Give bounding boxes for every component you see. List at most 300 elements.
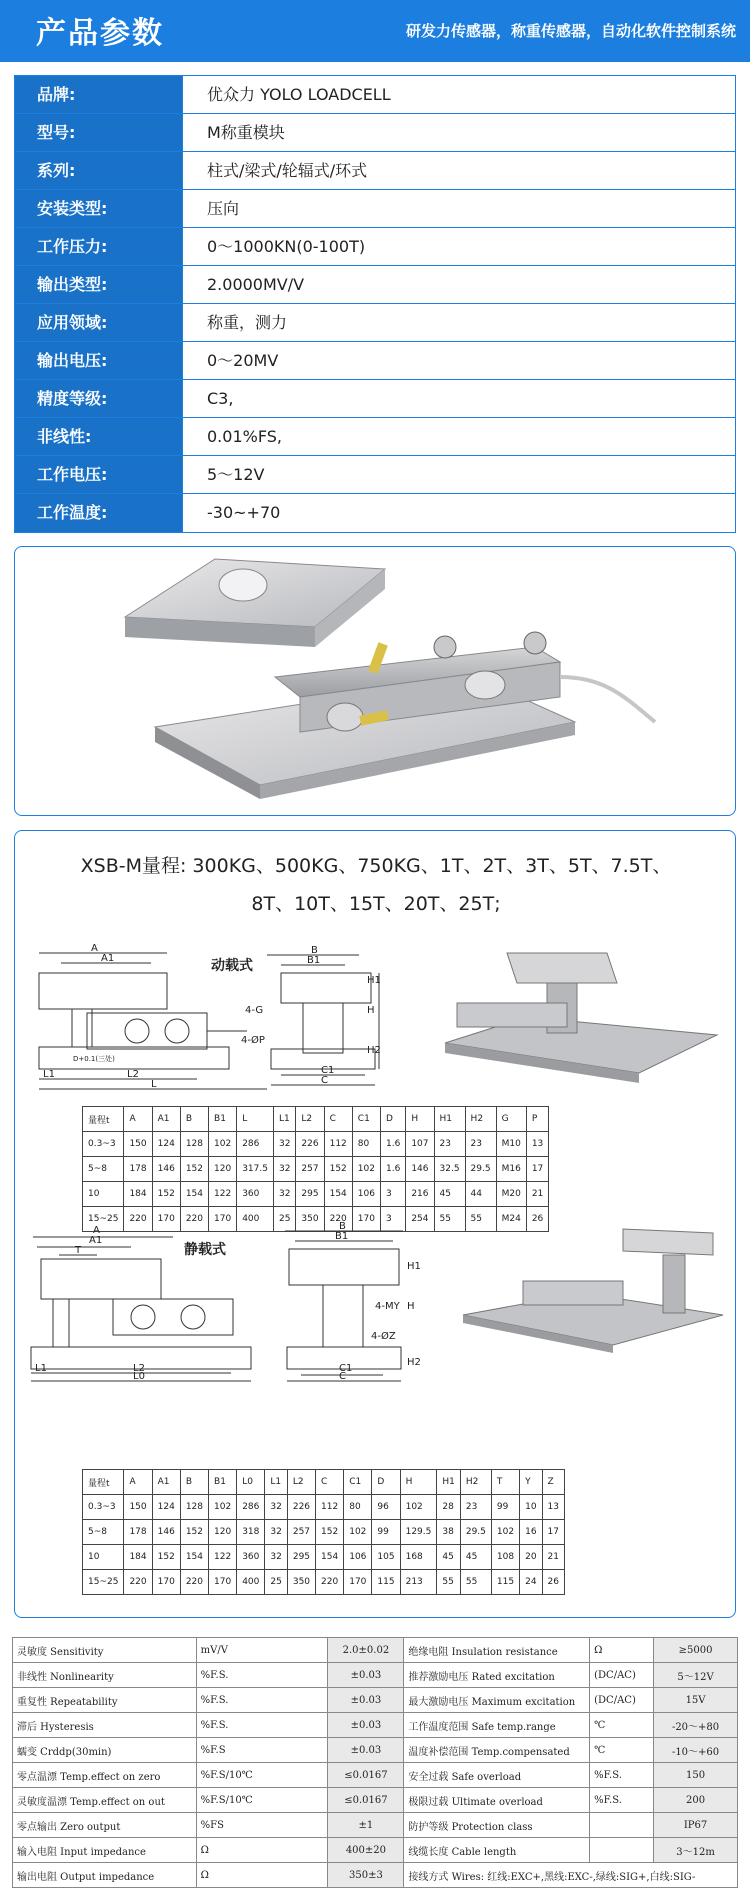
dim-cell: 170 [209, 1570, 237, 1595]
perf-value: 200 [654, 1788, 738, 1813]
dim-cell: B [180, 1470, 208, 1495]
perf-unit: mV/V [196, 1638, 328, 1663]
dim-cell: 220 [124, 1570, 152, 1595]
dim-cell: 25 [265, 1570, 287, 1595]
perf-unit: (DC/AC) [590, 1688, 654, 1713]
dim-row [83, 1545, 565, 1570]
perf-value: ±0.03 [328, 1663, 404, 1688]
dim-cell: 152 [316, 1520, 344, 1545]
performance-row [13, 1638, 738, 1663]
performance-table [12, 1637, 738, 1888]
perf-name: 灵敏度温漂 Temp.effect on out [13, 1788, 197, 1813]
perf-value: ≤0.0167 [328, 1788, 404, 1813]
dim-cell: 1.6 [380, 1132, 405, 1157]
dim-cell: 28 [437, 1495, 461, 1520]
dim-cell: 115 [372, 1570, 400, 1595]
dim-cell: 102 [400, 1495, 437, 1520]
dim-cell: 122 [209, 1545, 237, 1570]
dim-cell: 32 [265, 1545, 287, 1570]
dim-cell: M16 [496, 1157, 526, 1182]
st-label-C1: C1 [339, 1363, 353, 1374]
performance-row [13, 1788, 738, 1813]
perf-value: ≥5000 [654, 1638, 738, 1663]
perf-name: 零点温漂 Temp.effect on zero [13, 1763, 197, 1788]
dim-cell: 213 [400, 1570, 437, 1595]
dim-cell: L2 [296, 1107, 324, 1132]
dim-cell: 32 [273, 1157, 295, 1182]
dim-cell: 102 [209, 1495, 237, 1520]
dim-cell: 254 [406, 1207, 434, 1232]
st-label-H2: H2 [407, 1357, 421, 1368]
dim-cell: 400 [237, 1570, 265, 1595]
dim-cell: 55 [434, 1207, 465, 1232]
perf-name: 最大激励电压 Maximum excitation [404, 1688, 590, 1713]
dim-cell: 170 [152, 1570, 180, 1595]
perf-name: 重复性 Repeatability [13, 1688, 197, 1713]
dim-cell: 220 [124, 1207, 152, 1232]
st-label-A: A [93, 1225, 100, 1236]
dim-cell: 184 [124, 1545, 152, 1570]
performance-row [13, 1838, 738, 1863]
dim-cell: 168 [400, 1545, 437, 1570]
spec-row [15, 266, 735, 304]
dim-header-row [83, 1470, 565, 1495]
perf-name: 温度补偿范围 Temp.compensated [404, 1738, 590, 1763]
dim-cell: 26 [542, 1570, 564, 1595]
dim-cell: 122 [209, 1182, 237, 1207]
dim-cell: B1 [209, 1470, 237, 1495]
perf-value: IP67 [654, 1813, 738, 1838]
dim-cell: A1 [152, 1107, 180, 1132]
dim-cell: 5~8 [83, 1520, 124, 1545]
dim-cell: 400 [237, 1207, 274, 1232]
dim-cell: 45 [437, 1545, 461, 1570]
perf-name: 安全过载 Safe overload [404, 1763, 590, 1788]
dim-cell: 350 [296, 1207, 324, 1232]
dynamic-dimension-table [82, 1106, 549, 1232]
dim-cell: 15~25 [83, 1570, 124, 1595]
dim-cell: 360 [237, 1182, 274, 1207]
spec-value: C3, [183, 380, 735, 417]
dim-cell: 295 [287, 1545, 315, 1570]
spec-value: -30~+70 [183, 494, 735, 532]
dim-cell: 1.6 [380, 1157, 405, 1182]
dim-cell: 102 [352, 1157, 380, 1182]
dim-cell: 99 [372, 1520, 400, 1545]
dim-cell: 13 [526, 1132, 548, 1157]
dyn-label-C: C [321, 1075, 328, 1086]
performance-row [13, 1688, 738, 1713]
performance-row [13, 1813, 738, 1838]
spec-value: 5～12V [183, 456, 735, 493]
perf-unit: ℃ [590, 1713, 654, 1738]
perf-name: 输入电阻 Input impedance [13, 1838, 197, 1863]
dim-cell: 80 [352, 1132, 380, 1157]
dyn-label-H: H [367, 1005, 375, 1016]
dim-cell: 45 [434, 1182, 465, 1207]
st-label-A1: A1 [89, 1235, 103, 1246]
dim-cell: 220 [324, 1207, 352, 1232]
dim-cell: 317.5 [237, 1157, 274, 1182]
dim-cell: 150 [124, 1132, 152, 1157]
dim-cell: 32 [265, 1495, 287, 1520]
dim-cell: 154 [324, 1182, 352, 1207]
dim-cell: 152 [180, 1520, 208, 1545]
perf-name: 线缆长度 Cable length [404, 1838, 590, 1863]
header-banner [0, 0, 750, 62]
dim-cell: T [491, 1470, 519, 1495]
dim-cell: 115 [491, 1570, 519, 1595]
perf-value: ±0.03 [328, 1738, 404, 1763]
dim-cell: 21 [542, 1545, 564, 1570]
dim-cell: 170 [352, 1207, 380, 1232]
dim-cell: M10 [496, 1132, 526, 1157]
dim-cell: 10 [520, 1495, 542, 1520]
spec-row [15, 76, 735, 114]
dim-cell: 55 [460, 1570, 491, 1595]
perf-value: -10～+60 [654, 1738, 738, 1763]
spec-key: 精度等级: [15, 380, 183, 417]
perf-value: 5～12V [654, 1663, 738, 1688]
perf-name: 工作温度范围 Safe temp.range [404, 1713, 590, 1738]
dim-cell: Y [520, 1470, 542, 1495]
spec-row [15, 418, 735, 456]
spec-value: 优众力 YOLO LOADCELL [183, 76, 735, 113]
page-title: 产品参数 [36, 16, 164, 51]
dim-cell: A [124, 1470, 152, 1495]
dim-cell: 124 [152, 1495, 180, 1520]
dyn-label-A: A [91, 943, 98, 954]
st-label-Y: 4-MY [375, 1301, 400, 1312]
dim-cell: 170 [152, 1207, 180, 1232]
dim-cell: 3 [380, 1207, 405, 1232]
spec-row [15, 152, 735, 190]
dim-cell: 106 [352, 1182, 380, 1207]
perf-value: ≤0.0167 [328, 1763, 404, 1788]
dim-cell: 23 [460, 1495, 491, 1520]
performance-row [13, 1713, 738, 1738]
spec-key: 工作压力: [15, 228, 183, 265]
performance-row [13, 1738, 738, 1763]
dim-cell: L1 [273, 1107, 295, 1132]
dim-cell: 150 [124, 1495, 152, 1520]
dim-cell: 45 [460, 1545, 491, 1570]
dim-cell: 3 [380, 1182, 405, 1207]
dim-cell: L1 [265, 1470, 287, 1495]
spec-row [15, 114, 735, 152]
dim-cell: 32 [265, 1520, 287, 1545]
performance-row [13, 1663, 738, 1688]
spec-value: 柱式/梁式/轮辐式/环式 [183, 152, 735, 189]
spec-key: 型号: [15, 114, 183, 151]
perf-name: 蠕变 Crddp(30min) [13, 1738, 197, 1763]
range-line-2: 8T、10T、15T、20T、25T; [251, 893, 501, 915]
perf-unit: %F.S. [590, 1763, 654, 1788]
dim-cell: B [180, 1107, 208, 1132]
product-photo [14, 546, 736, 816]
dim-cell: Z [542, 1470, 564, 1495]
dim-cell: P [526, 1107, 548, 1132]
dim-cell: 107 [406, 1132, 434, 1157]
perf-value: 15V [654, 1688, 738, 1713]
dim-cell: 44 [465, 1182, 496, 1207]
dim-cell: 350 [287, 1570, 315, 1595]
dim-cell: 152 [152, 1182, 180, 1207]
perf-name: 滞后 Hysteresis [13, 1713, 197, 1738]
dim-cell: C [324, 1107, 352, 1132]
dim-cell: L0 [237, 1470, 265, 1495]
perf-value: ±0.03 [328, 1713, 404, 1738]
spec-value: 称重，测力 [183, 304, 735, 341]
dim-cell: 25 [273, 1207, 295, 1232]
spec-key: 工作电压: [15, 456, 183, 493]
dyn-label-H2: H2 [367, 1045, 381, 1056]
dim-row [83, 1157, 549, 1182]
dim-cell: A [124, 1107, 152, 1132]
perf-unit: Ω [196, 1838, 328, 1863]
perf-unit: Ω [196, 1863, 328, 1888]
dim-cell: 112 [324, 1132, 352, 1157]
dim-cell: 286 [237, 1132, 274, 1157]
dim-cell: 32 [273, 1132, 295, 1157]
dim-cell: 80 [344, 1495, 372, 1520]
spec-row [15, 380, 735, 418]
dyn-label-H1: H1 [367, 975, 381, 986]
perf-unit: Ω [590, 1638, 654, 1663]
dim-cell: H1 [437, 1470, 461, 1495]
dim-cell: D [372, 1470, 400, 1495]
dim-cell: C [316, 1470, 344, 1495]
spec-value: 压向 [183, 190, 735, 227]
perf-unit [590, 1838, 654, 1863]
perf-value: 350±3 [328, 1863, 404, 1888]
dim-cell: 184 [124, 1182, 152, 1207]
perf-name: 接线方式 Wires: 红线:EXC+,黑线:EXC-,绿线:SIG+,白线:SIG- [404, 1863, 738, 1888]
dim-cell: 318 [237, 1520, 265, 1545]
dim-cell: 23 [434, 1132, 465, 1157]
dyn-label-C1: C1 [321, 1065, 335, 1076]
dim-cell: 5~8 [83, 1157, 124, 1182]
dim-cell: 216 [406, 1182, 434, 1207]
dim-cell: 15~25 [83, 1207, 124, 1232]
dim-cell: 29.5 [460, 1520, 491, 1545]
dyn-label-P: 4-ØP [241, 1035, 265, 1046]
dim-cell: D [380, 1107, 405, 1132]
dim-cell: 146 [152, 1157, 180, 1182]
dim-row [83, 1520, 565, 1545]
dim-cell: 29.5 [465, 1157, 496, 1182]
perf-name: 零点输出 Zero output [13, 1813, 197, 1838]
st-label-L2: L2 [133, 1363, 145, 1374]
spec-key: 品牌: [15, 76, 183, 113]
dim-cell: L2 [287, 1470, 315, 1495]
dim-cell: 178 [124, 1157, 152, 1182]
performance-row [13, 1763, 738, 1788]
perf-name: 绝缘电阻 Insulation resistance [404, 1638, 590, 1663]
dyn-label-A1: A1 [101, 953, 115, 964]
dim-cell: 226 [296, 1132, 324, 1157]
spec-key: 应用领域: [15, 304, 183, 341]
dim-cell: 99 [491, 1495, 519, 1520]
perf-unit: %F.S/10℃ [196, 1763, 328, 1788]
dim-cell: H2 [460, 1470, 491, 1495]
perf-unit [590, 1813, 654, 1838]
spec-value: 0.01%FS, [183, 418, 735, 455]
dim-cell: 106 [344, 1545, 372, 1570]
perf-value: 400±20 [328, 1838, 404, 1863]
spec-key: 工作温度: [15, 494, 183, 532]
dim-cell: 102 [491, 1520, 519, 1545]
dim-cell: 96 [372, 1495, 400, 1520]
dim-cell: 220 [180, 1570, 208, 1595]
dim-cell: 0.3~3 [83, 1495, 124, 1520]
dim-cell: 220 [316, 1570, 344, 1595]
dim-cell: 154 [180, 1182, 208, 1207]
dim-cell: A1 [152, 1470, 180, 1495]
dim-cell: L [237, 1107, 274, 1132]
dim-cell: 21 [526, 1182, 548, 1207]
perf-unit: %F.S. [590, 1788, 654, 1813]
dim-cell: M24 [496, 1207, 526, 1232]
dim-cell: 129.5 [400, 1520, 437, 1545]
spec-value: M称重模块 [183, 114, 735, 151]
perf-unit: %F.S. [196, 1713, 328, 1738]
dim-cell: 295 [296, 1182, 324, 1207]
dim-cell: B1 [209, 1107, 237, 1132]
dim-cell: 24 [520, 1570, 542, 1595]
st-label-C: C [339, 1371, 346, 1382]
perf-value: -20～+80 [654, 1713, 738, 1738]
spec-row [15, 494, 735, 532]
dim-cell: 170 [344, 1570, 372, 1595]
dim-cell: 154 [180, 1545, 208, 1570]
spec-value: 0～1000KN(0-100T) [183, 228, 735, 265]
spec-row [15, 342, 735, 380]
dim-cell: G [496, 1107, 526, 1132]
perf-value: 150 [654, 1763, 738, 1788]
dim-cell: 105 [372, 1545, 400, 1570]
dim-cell: 量程t [83, 1107, 124, 1132]
perf-name: 灵敏度 Sensitivity [13, 1638, 197, 1663]
st-label-H1: H1 [407, 1261, 421, 1272]
dim-cell: 286 [237, 1495, 265, 1520]
spec-row [15, 456, 735, 494]
st-label-L0: L0 [133, 1371, 145, 1382]
spec-row [15, 304, 735, 342]
static-type-title: 静载式 [184, 1242, 226, 1258]
dim-cell: 32.5 [434, 1157, 465, 1182]
dynamic-type-title: 动载式 [211, 958, 253, 974]
dim-cell: 108 [491, 1545, 519, 1570]
perf-unit: %F.S [196, 1738, 328, 1763]
dim-header-row [83, 1107, 549, 1132]
dim-cell: 17 [542, 1520, 564, 1545]
dim-cell: H1 [434, 1107, 465, 1132]
spec-table [14, 75, 736, 533]
perf-name: 非线性 Nonlinearity [13, 1663, 197, 1688]
dim-cell: 120 [209, 1157, 237, 1182]
dim-cell: 20 [520, 1545, 542, 1570]
st-label-B: B [339, 1221, 346, 1232]
dim-row [83, 1570, 565, 1595]
dim-row [83, 1495, 565, 1520]
static-type-drawing [23, 1219, 727, 1384]
spec-key: 非线性: [15, 418, 183, 455]
dim-cell: 152 [324, 1157, 352, 1182]
dim-row [83, 1182, 549, 1207]
dim-cell: H [400, 1470, 437, 1495]
static-dimension-table [82, 1469, 565, 1595]
range-line-1: XSB-M量程: 300KG、500KG、750KG、1T、2T、3T、5T、7.5T、 [80, 855, 672, 877]
dim-cell: 10 [83, 1545, 124, 1570]
dimension-drawings-panel [14, 830, 736, 1618]
perf-name: 推荐激励电压 Rated excitation [404, 1663, 590, 1688]
dim-cell: 17 [526, 1157, 548, 1182]
perf-value: 3～12m [654, 1838, 738, 1863]
dim-cell: 146 [152, 1520, 180, 1545]
dim-cell: 178 [124, 1520, 152, 1545]
dim-cell: 154 [316, 1545, 344, 1570]
perf-name: 输出电阻 Output impedance [13, 1863, 197, 1888]
dim-cell: M20 [496, 1182, 526, 1207]
dim-cell: 10 [83, 1182, 124, 1207]
spec-key: 系列: [15, 152, 183, 189]
dim-cell: 257 [287, 1520, 315, 1545]
dim-row [83, 1132, 549, 1157]
spec-row [15, 190, 735, 228]
dim-cell: 26 [526, 1207, 548, 1232]
dim-cell: 23 [465, 1132, 496, 1157]
spec-key: 安装类型: [15, 190, 183, 227]
performance-row [13, 1863, 738, 1888]
dim-cell: 38 [437, 1520, 461, 1545]
dim-cell: 120 [209, 1520, 237, 1545]
spec-row [15, 228, 735, 266]
dim-cell: C1 [352, 1107, 380, 1132]
dim-cell: 124 [152, 1132, 180, 1157]
dyn-label-B1: B1 [307, 955, 321, 966]
dim-cell: C1 [344, 1470, 372, 1495]
st-label-L1: L1 [35, 1363, 47, 1374]
dyn-label-G: 4-G [245, 1005, 264, 1016]
dim-cell: 102 [209, 1132, 237, 1157]
dyn-label-gap: D+0.1(三处) [73, 1055, 115, 1063]
dim-cell: 152 [152, 1545, 180, 1570]
st-label-Z: 4-ØZ [371, 1331, 396, 1342]
dim-cell: 226 [287, 1495, 315, 1520]
dim-cell: H2 [465, 1107, 496, 1132]
spec-value: 0～20MV [183, 342, 735, 379]
dim-cell: 152 [180, 1157, 208, 1182]
perf-value: ±1 [328, 1813, 404, 1838]
st-label-H: H [407, 1301, 415, 1312]
st-label-T: T [75, 1245, 82, 1256]
perf-unit: %F.S. [196, 1688, 328, 1713]
perf-unit: %F.S. [196, 1663, 328, 1688]
perf-unit: (DC/AC) [590, 1663, 654, 1688]
dim-cell: 220 [180, 1207, 208, 1232]
dim-cell: 32 [273, 1182, 295, 1207]
perf-name: 极限过载 Ultimate overload [404, 1788, 590, 1813]
dim-cell: 170 [209, 1207, 237, 1232]
dynamic-type-drawing [27, 943, 727, 1093]
perf-unit: %F.S/10℃ [196, 1788, 328, 1813]
dim-cell: H [406, 1107, 434, 1132]
dim-cell: 55 [465, 1207, 496, 1232]
spec-value: 2.0000MV/V [183, 266, 735, 303]
perf-unit: ℃ [590, 1738, 654, 1763]
spec-key: 输出类型: [15, 266, 183, 303]
